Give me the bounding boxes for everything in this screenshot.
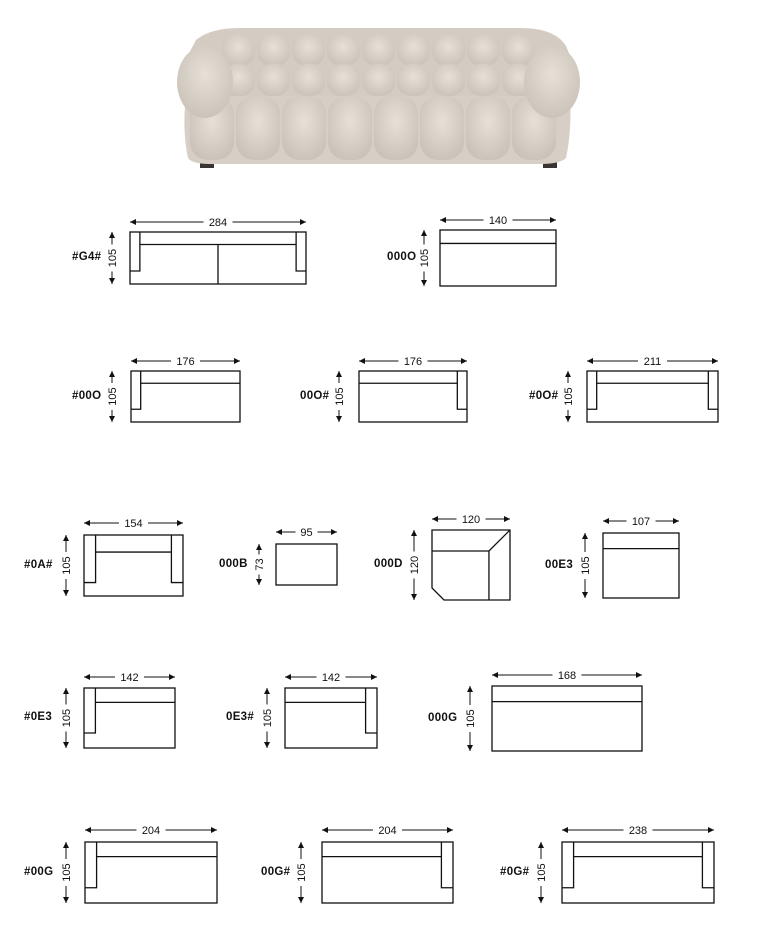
depth-value: 105 bbox=[536, 863, 548, 882]
depth-arrowhead-top bbox=[538, 842, 544, 848]
depth-dimension bbox=[534, 842, 548, 903]
module-diagram bbox=[130, 232, 306, 284]
width-arrowhead-right bbox=[673, 518, 679, 524]
depth-dimension bbox=[260, 688, 274, 748]
module-outline bbox=[587, 371, 718, 422]
depth-dimension bbox=[59, 688, 73, 748]
depth-arrowhead-top bbox=[411, 530, 417, 536]
module-outline bbox=[359, 371, 467, 422]
module-armrest-left bbox=[131, 371, 141, 409]
module-code-label: #G4# bbox=[72, 251, 102, 263]
module-armrest-right bbox=[366, 688, 377, 733]
depth-dimension bbox=[407, 530, 421, 600]
depth-value: 105 bbox=[580, 556, 592, 575]
sofa-back-tuft bbox=[467, 34, 500, 66]
width-value: 140 bbox=[488, 215, 508, 227]
depth-dimension bbox=[578, 533, 592, 598]
width-arrowhead-left bbox=[85, 827, 91, 833]
depth-value: 105 bbox=[107, 248, 119, 268]
depth-value: 105 bbox=[61, 863, 73, 882]
depth-dimension bbox=[105, 371, 119, 422]
module-code-label: 0E3# bbox=[226, 711, 255, 723]
module-outline bbox=[84, 535, 183, 596]
width-arrowhead-left bbox=[492, 672, 498, 678]
module-armrest-left bbox=[84, 535, 96, 583]
depth-arrowhead-top bbox=[63, 688, 69, 694]
depth-arrowhead-top bbox=[264, 688, 270, 694]
depth-value: 105 bbox=[262, 708, 274, 728]
width-value: 284 bbox=[208, 217, 228, 229]
module-diagram bbox=[285, 688, 377, 748]
width-arrowhead-left bbox=[562, 827, 568, 833]
module-code-label: #0O# bbox=[529, 389, 559, 402]
depth-arrowhead-bottom bbox=[109, 416, 115, 422]
depth-dimension bbox=[561, 371, 575, 422]
depth-dimension bbox=[252, 544, 266, 585]
module-code-label: 00E3 bbox=[545, 558, 574, 571]
depth-arrowhead-top bbox=[63, 842, 69, 848]
width-arrowhead-right bbox=[461, 358, 467, 364]
module-code-label: 00G# bbox=[261, 865, 291, 878]
width-value: 142 bbox=[120, 672, 139, 684]
depth-value: 105 bbox=[107, 387, 119, 406]
module-outline bbox=[440, 230, 556, 286]
width-arrowhead-left bbox=[285, 674, 291, 680]
sofa-back-tuft bbox=[397, 34, 430, 66]
depth-dimension bbox=[417, 230, 431, 286]
module-outline bbox=[492, 686, 642, 751]
depth-arrowhead-bottom bbox=[565, 416, 571, 422]
depth-arrowhead-top bbox=[63, 535, 69, 541]
depth-arrowhead-top bbox=[565, 371, 571, 377]
module-outline bbox=[85, 842, 217, 903]
width-arrowhead-left bbox=[130, 219, 136, 225]
module-outline bbox=[562, 842, 714, 903]
module-outline bbox=[84, 688, 175, 748]
depth-arrowhead-top bbox=[109, 371, 115, 377]
width-arrowhead-left bbox=[359, 358, 365, 364]
module-diagram bbox=[440, 230, 556, 286]
width-value: 176 bbox=[403, 356, 423, 368]
width-dimension bbox=[285, 670, 377, 684]
module-code-label: #0E3 bbox=[24, 711, 53, 723]
depth-arrowhead-bottom bbox=[264, 742, 270, 748]
sofa-arm-left bbox=[177, 46, 233, 118]
width-arrowhead-right bbox=[447, 827, 453, 833]
module-armrest-right bbox=[457, 371, 467, 409]
depth-value: 105 bbox=[334, 387, 346, 406]
width-dimension bbox=[84, 516, 183, 530]
module-code-label: 000G bbox=[428, 711, 458, 724]
width-arrowhead-left bbox=[131, 358, 137, 364]
module-code-label: 00O# bbox=[300, 389, 330, 402]
width-dimension bbox=[492, 668, 642, 682]
width-arrowhead-left bbox=[432, 516, 438, 522]
depth-arrowhead-top bbox=[298, 842, 304, 848]
width-arrowhead-right bbox=[708, 827, 714, 833]
module-diagram bbox=[603, 533, 679, 598]
width-dimension bbox=[131, 354, 240, 368]
module-diagram bbox=[276, 544, 337, 585]
sofa-back-tuft bbox=[362, 64, 395, 96]
width-value: 142 bbox=[321, 672, 341, 684]
module-outline bbox=[131, 371, 240, 422]
module-diagram bbox=[492, 686, 642, 751]
module-armrest-right bbox=[708, 371, 718, 409]
module-diagram bbox=[562, 842, 714, 903]
sofa-back-tuft bbox=[257, 34, 290, 66]
width-arrowhead-right bbox=[371, 674, 377, 680]
width-dimension bbox=[359, 354, 467, 368]
module-diagram bbox=[587, 371, 718, 422]
module-diagram bbox=[322, 842, 453, 903]
depth-dimension bbox=[463, 686, 477, 751]
width-value: 176 bbox=[176, 356, 195, 368]
depth-value: 120 bbox=[409, 555, 421, 575]
sofa-back-tuft bbox=[432, 34, 465, 66]
depth-arrowhead-bottom bbox=[63, 590, 69, 596]
width-arrowhead-left bbox=[84, 520, 90, 526]
width-arrowhead-right bbox=[550, 217, 556, 223]
sofa-back-tuft bbox=[292, 34, 325, 66]
sofa-back-tuft bbox=[397, 64, 430, 96]
module-outline bbox=[432, 530, 510, 600]
depth-dimension bbox=[294, 842, 308, 903]
sofa-back-tufts bbox=[222, 34, 535, 96]
depth-value: 105 bbox=[563, 387, 575, 406]
module-outline bbox=[603, 533, 679, 598]
depth-value: 105 bbox=[61, 556, 73, 575]
depth-value: 73 bbox=[254, 558, 266, 571]
module-armrest-left bbox=[562, 842, 574, 888]
module-outline bbox=[322, 842, 453, 903]
depth-dimension bbox=[332, 371, 346, 422]
depth-arrowhead-top bbox=[256, 544, 262, 550]
width-value: 204 bbox=[378, 825, 397, 837]
sofa-arm-right bbox=[524, 46, 580, 118]
depth-arrowhead-bottom bbox=[63, 742, 69, 748]
sofa-seat-tuft bbox=[236, 96, 280, 160]
module-code-label: 000D bbox=[374, 558, 403, 570]
depth-dimension bbox=[59, 535, 73, 596]
module-code-label: 000B bbox=[219, 557, 248, 570]
width-value: 211 bbox=[643, 356, 662, 368]
width-arrowhead-right bbox=[169, 674, 175, 680]
module-outline bbox=[285, 688, 377, 748]
module-diagram bbox=[131, 371, 240, 422]
width-arrowhead-right bbox=[636, 672, 642, 678]
width-value: 154 bbox=[124, 518, 143, 530]
sofa-seat-tuft bbox=[374, 96, 418, 160]
module-armrest-left bbox=[85, 842, 97, 888]
width-dimension bbox=[440, 213, 556, 227]
depth-arrowhead-bottom bbox=[538, 897, 544, 903]
depth-arrowhead-bottom bbox=[421, 280, 427, 286]
width-dimension bbox=[562, 823, 714, 837]
width-dimension bbox=[84, 670, 175, 684]
module-armrest-left bbox=[130, 232, 140, 271]
width-arrowhead-left bbox=[587, 358, 593, 364]
depth-arrowhead-top bbox=[109, 232, 115, 238]
width-value: 95 bbox=[300, 527, 313, 539]
module-diagram bbox=[432, 530, 510, 600]
sofa-seat-tuft bbox=[466, 96, 510, 160]
module-armrest-right bbox=[171, 535, 183, 583]
depth-arrowhead-bottom bbox=[336, 416, 342, 422]
sofa-back-tuft bbox=[362, 34, 395, 66]
depth-arrowhead-bottom bbox=[63, 897, 69, 903]
sofa-back-tuft bbox=[432, 64, 465, 96]
module-armrest-right bbox=[441, 842, 453, 888]
width-dimension bbox=[322, 823, 453, 837]
sofa-seat-tuft bbox=[328, 96, 372, 160]
width-arrowhead-right bbox=[177, 520, 183, 526]
width-value: 204 bbox=[141, 825, 161, 837]
sofa-back-tuft bbox=[467, 64, 500, 96]
depth-value: 105 bbox=[61, 708, 73, 728]
depth-arrowhead-top bbox=[421, 230, 427, 236]
module-armrest-left bbox=[84, 688, 95, 733]
width-value: 168 bbox=[557, 670, 577, 682]
module-code-label: #00G bbox=[24, 865, 54, 878]
depth-dimension bbox=[59, 842, 73, 903]
width-arrowhead-right bbox=[712, 358, 718, 364]
width-value: 238 bbox=[628, 825, 648, 837]
module-code-label: #00O bbox=[72, 389, 102, 402]
width-dimension bbox=[85, 823, 217, 837]
depth-arrowhead-top bbox=[582, 533, 588, 539]
depth-arrowhead-bottom bbox=[256, 579, 262, 585]
width-dimension bbox=[603, 514, 679, 528]
width-dimension bbox=[276, 525, 337, 539]
depth-arrowhead-bottom bbox=[109, 278, 115, 284]
width-dimension bbox=[130, 215, 306, 229]
module-diagram bbox=[84, 535, 183, 596]
module-diagram bbox=[359, 371, 467, 422]
module-diagram bbox=[85, 842, 217, 903]
width-arrowhead-left bbox=[603, 518, 609, 524]
width-arrowhead-right bbox=[504, 516, 510, 522]
width-arrowhead-right bbox=[211, 827, 217, 833]
sofa-seat-tuft bbox=[420, 96, 464, 160]
module-code-label: 000O bbox=[387, 251, 417, 263]
width-arrowhead-right bbox=[300, 219, 306, 225]
width-arrowhead-right bbox=[331, 529, 337, 535]
module-armrest-right bbox=[296, 232, 306, 271]
sofa-back-tuft bbox=[327, 64, 360, 96]
width-dimension bbox=[587, 354, 718, 368]
depth-value: 105 bbox=[296, 863, 308, 882]
module-code-label: #0G# bbox=[500, 865, 530, 878]
width-arrowhead-left bbox=[276, 529, 282, 535]
module-backrest bbox=[432, 530, 510, 551]
depth-arrowhead-top bbox=[467, 686, 473, 692]
depth-arrowhead-bottom bbox=[298, 897, 304, 903]
width-value: 107 bbox=[631, 516, 651, 528]
depth-dimension bbox=[105, 232, 119, 284]
sofa-back-tuft bbox=[257, 64, 290, 96]
sofa-seat-tuft bbox=[282, 96, 326, 160]
width-arrowhead-left bbox=[84, 674, 90, 680]
depth-arrowhead-bottom bbox=[467, 745, 473, 751]
depth-value: 105 bbox=[419, 248, 431, 268]
depth-arrowhead-bottom bbox=[411, 594, 417, 600]
width-arrowhead-left bbox=[322, 827, 328, 833]
sofa-back-tuft bbox=[327, 34, 360, 66]
width-arrowhead-right bbox=[234, 358, 240, 364]
width-arrowhead-left bbox=[440, 217, 446, 223]
module-armrest-right bbox=[702, 842, 714, 888]
sofa-back-tuft bbox=[292, 64, 325, 96]
module-outline bbox=[276, 544, 337, 585]
module-diagram bbox=[84, 688, 175, 748]
depth-arrowhead-top bbox=[336, 371, 342, 377]
width-dimension bbox=[432, 512, 510, 526]
module-code-label: #0A# bbox=[24, 558, 53, 571]
width-value: 120 bbox=[461, 514, 481, 526]
depth-arrowhead-bottom bbox=[582, 592, 588, 598]
depth-value: 105 bbox=[465, 709, 477, 728]
module-armrest-left bbox=[587, 371, 597, 409]
